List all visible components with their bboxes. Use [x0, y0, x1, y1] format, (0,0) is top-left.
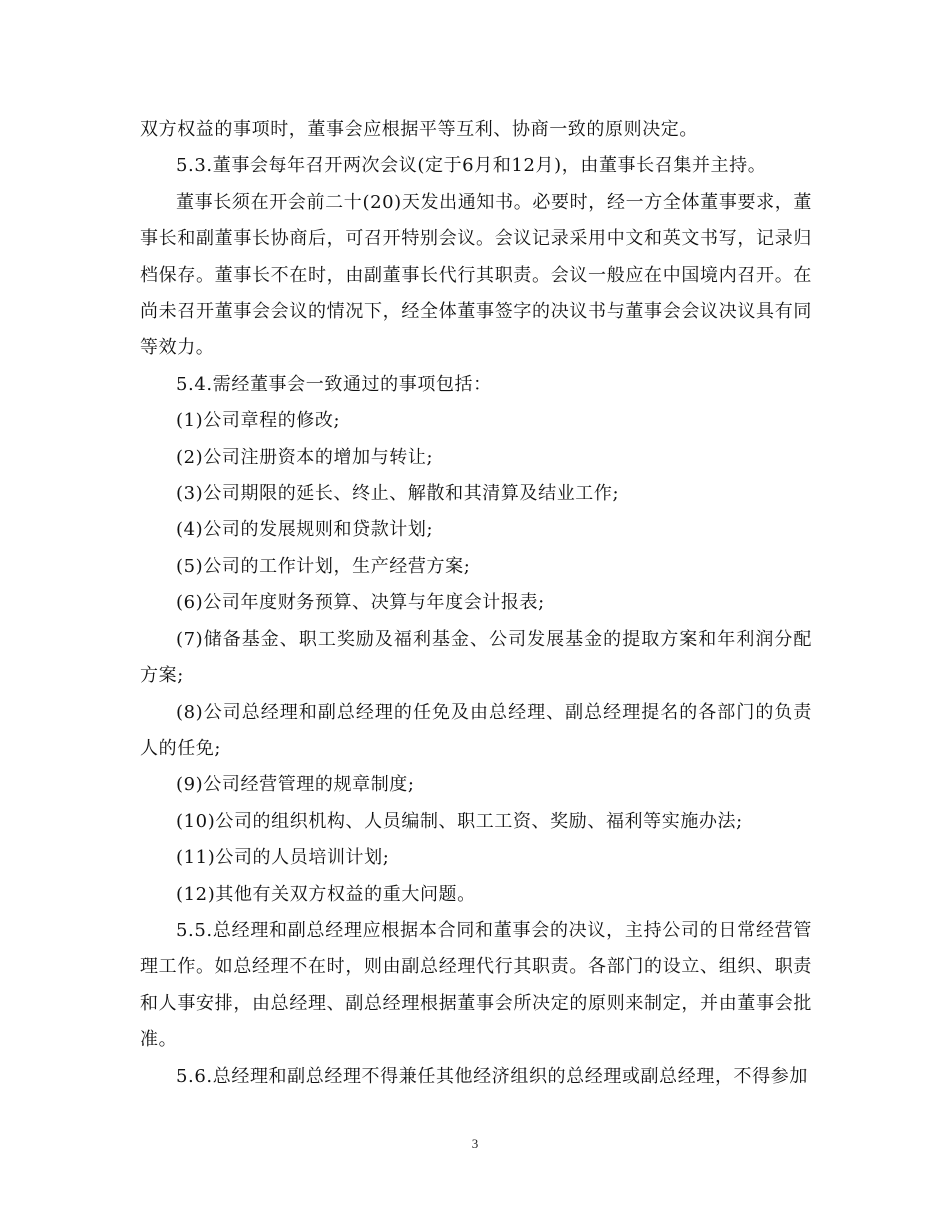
paragraph-meeting-notice: 董事长须在开会前二十(20)天发出通知书。必要时，经一方全体董事要求，董事长和副董事长协商后，可召开特别会议。会议记录采用中文和英文书写，记录归档保存。董事长不在时，由副董事长代行其职责。会议一般应在中国境内召开。在尚未召开董事会会议的情况下，经全体董事签字的决议书与董事会会议决议具有同等效力。	[140, 191, 812, 359]
list-item: (10)公司的组织机构、人员编制、职工工资、奖励、福利等实施办法;	[176, 810, 743, 832]
paragraph-clause-5-3: 5.3.董事会每年召开两次会议(定于6月和12月)，由董事长召集并主持。	[176, 155, 767, 177]
list-item: (1)公司章程的修改;	[176, 410, 341, 432]
paragraph-clause-5-5: 5.5.总经理和副总经理应根据本合同和董事会的决议，主持公司的日常经营管理工作。如总经理不在时，则由副总经理代行其职责。各部门的设立、组织、职责和人事安排，由总经理、副总经理根据董事会所决定的原则来制定，并由董事会批准。	[140, 919, 812, 1051]
paragraph-continuation: 双方权益的事项时，董事会应根据平等互利、协商一致的原则决定。	[140, 119, 698, 140]
list-item: (3)公司期限的延长、终止、解散和其清算及结业工作;	[176, 483, 620, 505]
list-item: (6)公司年度财务预算、决算与年度会计报表;	[176, 592, 545, 614]
list-item: (5)公司的工作计划，生产经营方案;	[176, 555, 471, 577]
list-item: (11)公司的人员培训计划;	[176, 847, 390, 869]
document-body	[140, 112, 812, 1095]
list-item: (7)储备基金、职工奖励及福利基金、公司发展基金的提取方案和年利润分配方案;	[140, 628, 812, 687]
list-item: (2)公司注册资本的增加与转让;	[176, 446, 434, 468]
list-item: (12)其他有关双方权益的重大问题。	[176, 883, 476, 905]
paragraph-clause-5-6: 5.6.总经理和副总经理不得兼任其他经济组织的总经理或副总经理，不得参加	[176, 1065, 808, 1087]
list-item: (8)公司总经理和副总经理的任免及由总经理、副总经理提名的各部门的负责人的任免;	[140, 701, 812, 759]
list-item: (9)公司经营管理的规章制度;	[176, 774, 415, 796]
page-number: 3	[471, 1136, 479, 1151]
list-item: (4)公司的发展规则和贷款计划;	[176, 519, 434, 541]
paragraph-clause-5-4: 5.4.需经董事会一致通过的事项包括：	[176, 373, 492, 395]
